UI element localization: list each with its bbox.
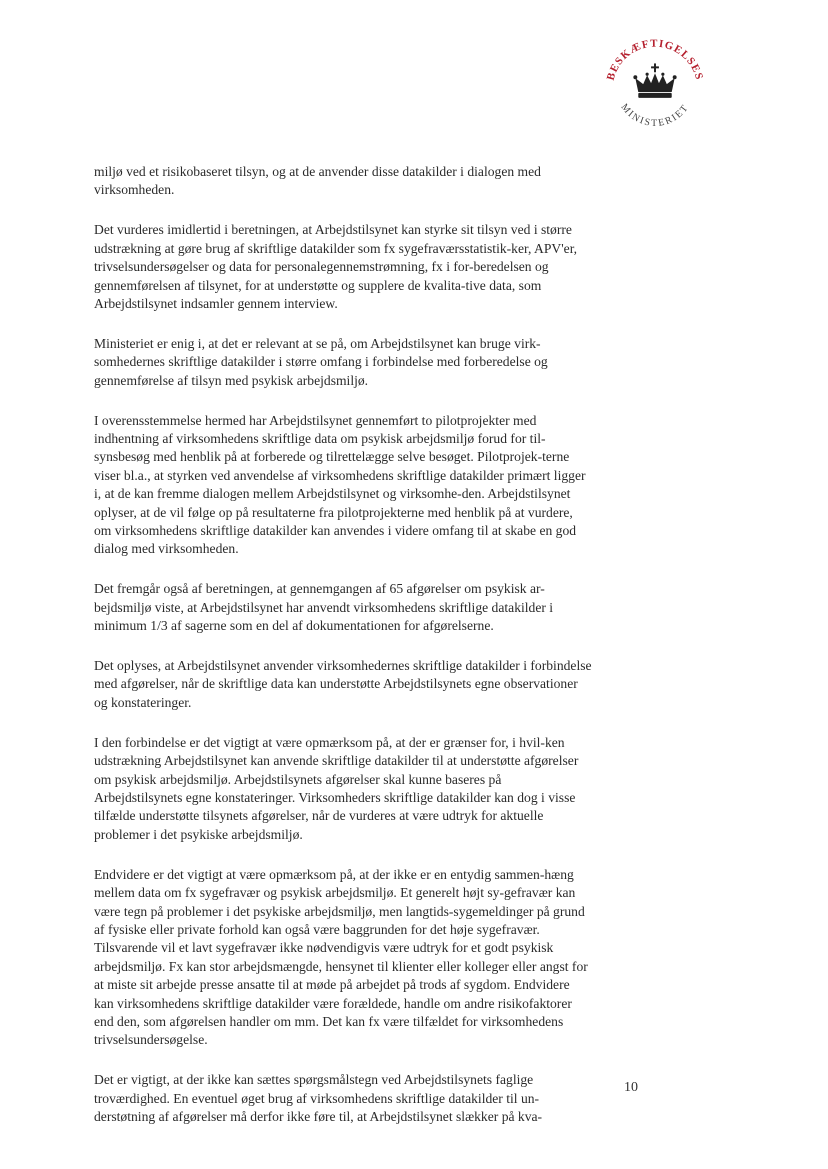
body-paragraph: Det oplyses, at Arbejdstilsynet anvender virksomhedernes skriftlige datakilder i forbindelse med afgørelser, når de skriftlige data kan understøtte Arbejdstilsynets egne observationer og konstateringer. [94,658,592,710]
body-paragraph: I den forbindelse er det vigtigt at være opmærksom på, at der er grænser for, i hvil-ken udstrækning Arbejdstilsynet kan anvende skriftlige datakilder til at understøtte afgørelser om psykisk arbejdsmiljø. Arbejdstilsynets afgørelser skal kunne baseres på Arbejdstilsynets egne konstateringer. Virksomheders skriftlige datakilder kan dog i visse tilfælde understøtte tilsynets afgørelser, når de vurderes at være udtryk for aktuelle problemer i det psykiske arbejdsmiljø. [94,734,579,842]
crown-icon [633,63,676,97]
body-paragraph: Ministeriet er enig i, at det er relevant at se på, om Arbejdstilsynet kan bruge virk-somhedernes skriftlige datakilder i større omfang i forbindelse med forberedelse og gennemførelse af tilsyn med psykisk arbejdsmiljø. [94,335,548,388]
body-paragraph: Det vurderes imidlertid i beretningen, at Arbejdstilsynet kan styrke sit tilsyn ved i større udstrækning at gøre brug af skriftlige datakilder som fx sygefraværsstatistik-ker, APV'er, trivselsundersøgelser og data for personalegennemstrømning, fx i for-beredelsen og gennemførelsen af tilsynet, for at understøtte og supplere de kvalita-tive data, som Arbejdstilsynet indsamler gennem interview. [94,222,578,311]
logo-arc-text-top: BESKÆFTIGELSES [604,37,706,82]
body-paragraph: Endvidere er det vigtigt at være opmærksom på, at der ikke er en entydig sammen-hæng mellem data om fx sygefravær og psykisk arbejdsmiljø. Et generelt højt sy-gefravær kan være tegn på problemer i det psykiske arbejdsmiljø, men langtids-sygemeldinger på grund af fysiske eller private forhold kan også være baggrunden for det høje sygefravær. Tilsvarende vil et lavt sygefravær ikke nødvendigvis være udtryk for et godt psykisk arbejdsmiljø. Fx kan stor arbejdsmængde, hensynet til klienter eller kolleger eller angst for at miste sit arbejde presse ansatte til at møde på arbejdet på trods af sygdom. Endvidere kan virksomhedens skriftlige datakilder være forældede, handle om andre risikofaktorer end den, som afgørelsen handler om mm. Det kan fx være tilfældet for virksomhedens trivselsundersøgelse. [94,866,588,1048]
letter-body [94,163,592,1148]
ministry-logo-seal [596,30,714,148]
body-paragraph: I overensstemmelse hermed har Arbejdstilsynet gennemført to pilotprojekter med indhentning af virksomhedens skriftlige data om psykisk arbejdsmiljø forud for til-synsbesøg med henblik på at forberede og tilrettelægge selve besøget. Pilotprojek-terne viser bl.a., at styrken ved anvendelse af virksomhedens skriftlige datakilder primært ligger i, at de kan fremme dialogen mellem Arbejdstilsynet og virksomhe-den. Arbejdstilsynet oplyser, at de vil følge op på resultaterne fra pilotprojekterne med henblik på at vurdere, om virksomhedens skriftlige datakilder kan anvendes i videre omfang til at skabe en god dialog med virksomheden. [94,412,586,557]
body-paragraph: Det fremgår også af beretningen, at gennemgangen af 65 afgørelser om psykisk ar-bejdsmiljø viste, at Arbejdstilsynet har anvendt virksomhedens skriftlige datakilder i minimum 1/3 af sagerne som en del af dokumentationen for afgørelserne. [94,581,554,634]
body-paragraph: miljø ved et risikobaseret tilsyn, og at de anvender disse datakilder i dialogen med virksomheden. [94,164,541,198]
body-paragraph: Det er vigtigt, at der ikke kan sættes spørgsmålstegn ved Arbejdstilsynets faglige troværdighed. En eventuel øget brug af virksomhedens skriftlige datakilder til un-derstøtning af afgørelser må derfor ikke føre til, at Arbejdstilsynet slækker på kva- [94,1072,543,1125]
page-number: 10 [624,1080,638,1095]
logo-arc-text-bottom: MINISTERIET [618,101,692,129]
